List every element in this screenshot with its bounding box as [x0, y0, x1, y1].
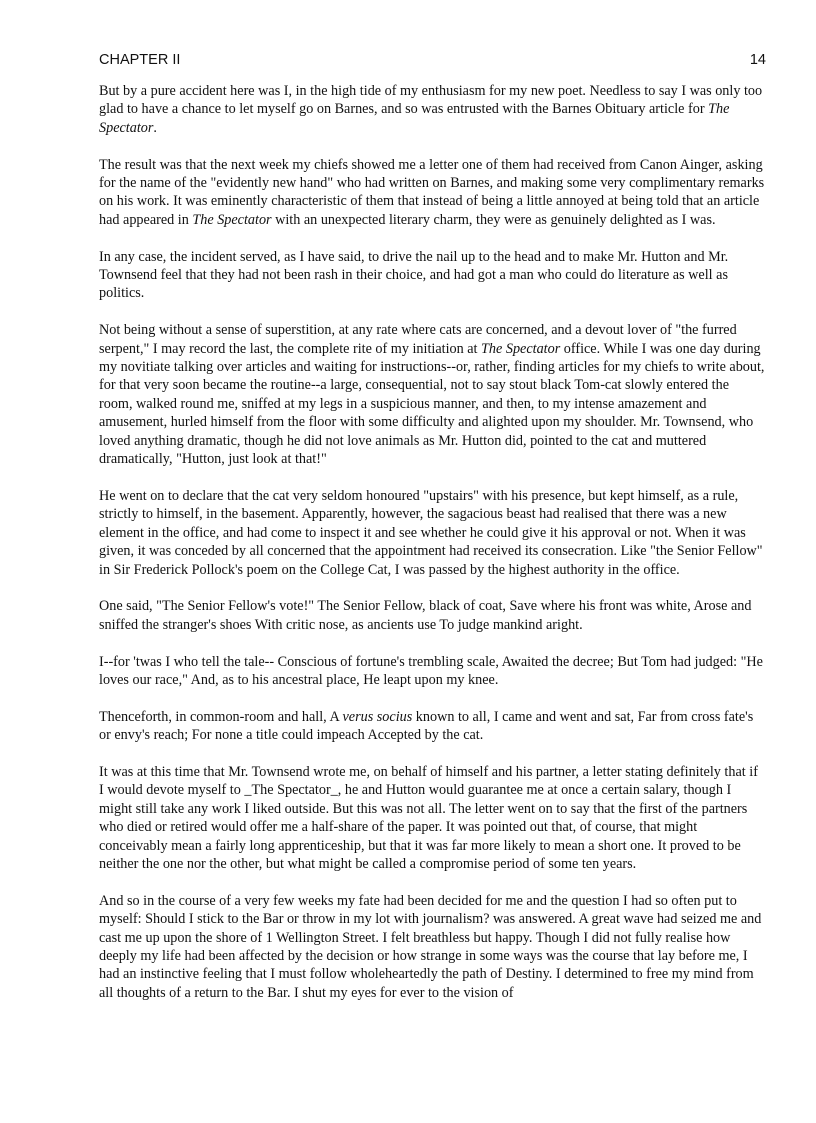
paragraph — [99, 82, 765, 137]
paragraph — [99, 156, 765, 230]
text-run: office. While I was one day during my novitiate talking over articles and waiting for instructions--or, rather, finding articles for my chiefs to write about, for that very soon became the routine--a large, consequential, not to say stout black Tom-cat slowly entered the room, walked round me, sniffed at my legs in a suspicious manner, and then, to my intense amazement and amusement, hurled himself from the floor with some difficulty and alighted upon my shoulder. Mr. Townsend, who loved anything dramatic, though he did not love animals as Mr. Hutton did, pointed to the cat and muttered dramatically, "Hutton, just look at that!" — [99, 340, 765, 468]
chapter-heading: CHAPTER II — [99, 52, 181, 68]
text-run: But by a pure accident here was I, in the high tide of my enthusiasm for my new poet. Needless to say I was only too glad to have a chance to let myself go on Barnes, and so was entrusted with the Barnes Obituary article for — [99, 83, 763, 118]
text-run: with an unexpected literary charm, they were as genuinely delighted as I was. — [271, 211, 716, 228]
paragraph — [99, 248, 765, 303]
paragraph — [99, 653, 765, 690]
paragraph — [99, 487, 765, 579]
paragraph — [99, 597, 765, 634]
body-text — [99, 82, 765, 1021]
text-run: Thenceforth, in common-room and hall, A — [99, 708, 343, 725]
paragraph — [99, 708, 765, 745]
text-run: . — [153, 119, 157, 136]
running-header — [99, 52, 766, 68]
text-run: It was at this time that Mr. Townsend wrote me, on behalf of himself and his partner, a letter stating definitely that if I would devote myself to _The Spectator_, he and Hutton would guarantee me at once a certain salary, though I might still take any work I liked outside. But this was not all. The letter went on to say that the first of the partners who died or retired would offer me a half-share of the paper. It was pointed out that, of course, that might conceivably mean a fairly long apprenticeship, but that it was far more likely to mean a short one. It proved to be neither the one nor the other, but what might be called a compromise period of some ten years. — [99, 763, 758, 872]
italic-title: The Spectator — [192, 211, 272, 228]
text-run: He went on to declare that the cat very seldom honoured "upstairs" with his presence, but kept himself, as a rule, strictly to himself, in the basement. Apparently, however, the sagacious beast had realised that there was a new element in the office, and had come to inspect it and see whether he could give it his approval or not. When it was given, it was conceded by all concerned that the appointment had received its consecration. Like "the Senior Fellow" in Sir Frederick Pollock's poem on the College Cat, I was passed by the highest authority in the office. — [99, 487, 763, 578]
text-run: known to all, I came and went and sat, Far from cross fate's or envy's reach; For none a title could impeach Accepted by the cat. — [99, 708, 754, 744]
text-run: And so in the course of a very few weeks my fate had been decided for me and the question I had so often put to myself: Should I stick to the Bar or throw in my lot with journalism? was answered. A great wave had seized me and cast me up upon the shore of 1 Wellington Street. I felt breathless but happy. Though I did not fully realise how deeply my life had been affected by the decision or how strange in some ways was the course that lay before me, I had an instinctive feeling that I must follow wholeheartedly the path of Destiny. I determined to free my mind from all thoughts of a return to the Bar. I shut my eyes for ever to the vision of — [99, 892, 762, 1001]
paragraph — [99, 321, 765, 468]
italic-phrase: verus socius — [342, 708, 413, 725]
italic-title: The Spectator — [481, 340, 561, 357]
text-run: I--for 'twas I who tell the tale-- Conscious of fortune's trembling scale, Awaited the decree; But Tom had judged: "He loves our race," And, as to his ancestral place, He leapt upon my knee. — [99, 653, 763, 688]
paragraph — [99, 763, 765, 873]
page-number: 14 — [749, 52, 766, 68]
text-run: In any case, the incident served, as I have said, to drive the nail up to the head and to make Mr. Hutton and Mr. Townsend feel that they had not been rash in their choice, and had got a man who could do literature as well as politics. — [99, 248, 729, 302]
text-run: The result was that the next week my chiefs showed me a letter one of them had received from Canon Ainger, asking for the name of the "evidently new hand" who had written on Barnes, and making some very complimentary remarks on his work. It was eminently characteristic of them that instead of being a little annoyed at being told that an article had appeared in — [99, 156, 765, 228]
italic-title: The Spectator — [99, 101, 730, 136]
text-run: Not being without a sense of superstition, at any rate where cats are concerned, and a devout lover of "the furred serpent," I may record the last, the complete rite of my initiation at — [99, 322, 737, 357]
text-run: One said, "The Senior Fellow's vote!" The Senior Fellow, black of coat, Save where his front was white, Arose and sniffed the stranger's shoes With critic nose, as ancients use To judge mankind aright. — [99, 598, 752, 633]
paragraph — [99, 892, 765, 1002]
